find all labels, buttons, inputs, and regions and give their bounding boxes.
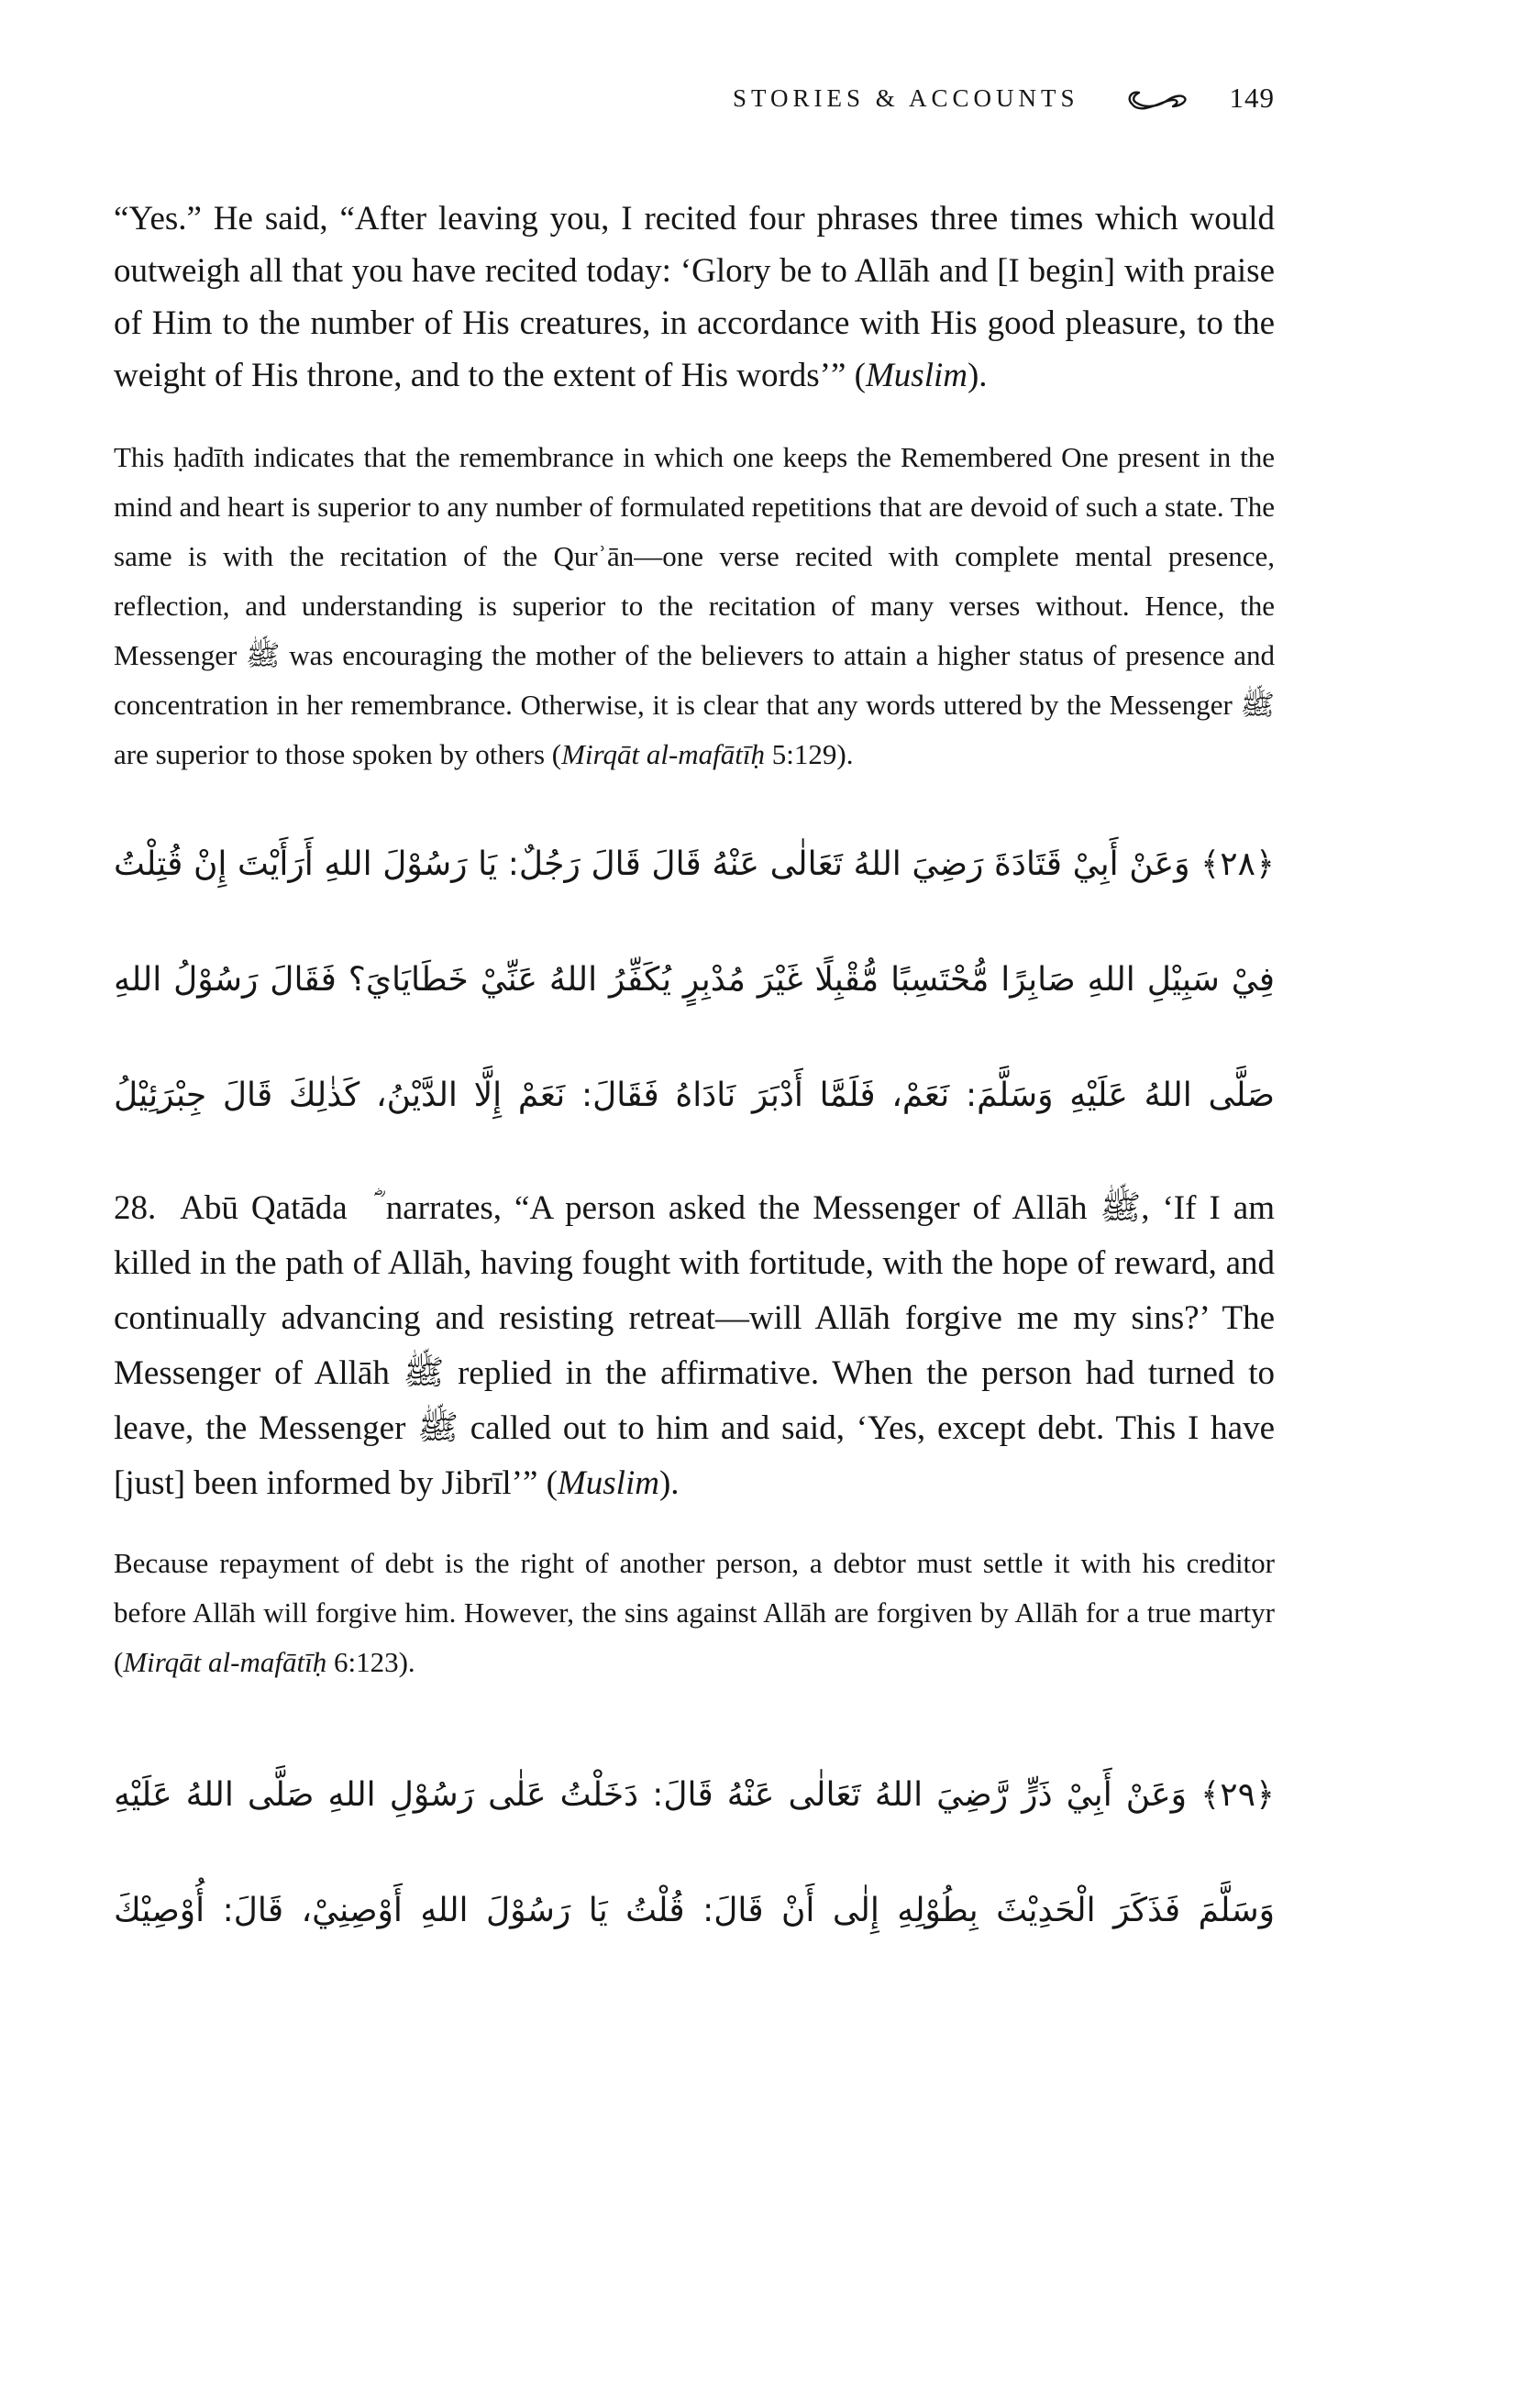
- commentary-paragraph-2: [114, 1539, 1275, 1687]
- text-segment: 6:123).: [326, 1646, 415, 1678]
- arabic-line: ﴿٢٨﴾ وَعَنْ أَبِيْ قَتَادَةَ رَضِيَ اللهُ تَعَالٰى عَنْهُ قَالَ قَالَ رَجُلٌ: يَا رَسُوْلَ اللهِ أَرَأَيْتَ إِنْ قُتِلْتُ: [114, 845, 1275, 883]
- commentary-paragraph-1: [114, 433, 1275, 779]
- citation-title: Muslim: [865, 357, 968, 394]
- arabic-line: ﴿٢٩﴾ وَعَنْ أَبِيْ ذَرٍّ رَّضِيَ اللهُ تَعَالٰى عَنْهُ قَالَ: دَخَلْتُ عَلٰى رَسُوْلِ اللهِ صَلَّى اللهُ عَلَيْهِ: [114, 1776, 1275, 1814]
- text-segment: ).: [658, 1464, 680, 1502]
- text-segment: “Yes.” He said, “After leaving you, I recited four phrases three times which would outweigh all that you have recited today: ‘Glory be to Allāh and [I begin] with praise of Him to the number of His creatures, in accordance with His good pleasure, to the weight of His throne, and to the extent of His words’” (: [114, 200, 1275, 394]
- swash-ornament-icon: [1123, 86, 1189, 116]
- page-number: 149: [1229, 82, 1275, 114]
- citation-title: Muslim: [557, 1464, 659, 1502]
- hadith-28-arabic-text: [114, 807, 1275, 1154]
- arabic-line: صَلَّى اللهُ عَلَيْهِ وَسَلَّمَ: نَعَمْ، فَلَمَّا أَدْبَرَ نَادَاهُ فَقَالَ: نَعَمْ إِلَّا الدَّيْنُ، كَذٰلِكَ قَالَ جِبْرَئِيْلُ: [114, 1077, 1275, 1114]
- text-column: [114, 193, 1275, 1969]
- arabic-line: فِيْ سَبِيْلِ اللهِ صَابِرًا مُّحْتَسِبًا مُّقْبِلًا غَيْرَ مُدْبِرٍ يُكَفِّرُ اللهُ عَنِّيْ خَطَايَايَ؟ فَقَالَ رَسُوْلُ اللهِ: [114, 961, 1275, 999]
- hadith-translation-continuation: [114, 193, 1275, 402]
- page-header: [114, 0, 1275, 116]
- text-segment: ).: [967, 357, 988, 394]
- arabic-line: وَسَلَّمَ فَذَكَرَ الْحَدِيْثَ بِطُوْلِهِ إِلٰى أَنْ قَالَ: قُلْتُ يَا رَسُوْلَ اللهِ أَوْصِنِيْ، قَالَ: أُوْصِيْكَ: [114, 1892, 1275, 1929]
- citation-title: Mirqāt al-mafātīḥ: [123, 1646, 327, 1678]
- text-segment: This ḥadīth indicates that the remembrance in which one keeps the Remembered One present in the mind and heart is superior to any number of formulated repetitions that are devoid of such a state. The same is with the recitation of the Qurʾān—one verse recited with complete mental presence, reflection, and understanding is superior to the recitation of many verses without. Hence, the Messenger ﷺ was encouraging the mother of the believers to attain a higher status of presence and concentration in her remembrance. Otherwise, it is clear that any words uttered by the Messenger ﷺ are superior to those spoken by others (: [114, 441, 1275, 770]
- hadith-29-arabic-text: [114, 1738, 1275, 1969]
- running-header-title: STORIES & ACCOUNTS: [732, 83, 1079, 112]
- text-segment: 5:129).: [765, 738, 854, 770]
- citation-title: Mirqāt al-mafātīḥ: [561, 738, 766, 770]
- text-segment: Because repayment of debt is the right of another person, a debtor must settle it with his creditor before Allāh will forgive him. However, the sins against Allāh are forgiven by Allāh for a true martyr (: [114, 1547, 1275, 1678]
- text-segment: 28. Abū Qatāda ؓ narrates, “A person asked the Messenger of Allāh ﷺ, ‘If I am killed in the path of Allāh, having fought with fortitude, with the hope of reward, and continually advancing and resisting retreat—will Allāh forgive me my sins?’ The Messenger of Allāh ﷺ replied in the affirmative. When the person had turned to leave, the Messenger ﷺ called out to him and said, ‘Yes, except debt. This I have [just] been informed by Jibrīl’” (: [114, 1189, 1275, 1502]
- hadith-28-translation: [114, 1181, 1275, 1511]
